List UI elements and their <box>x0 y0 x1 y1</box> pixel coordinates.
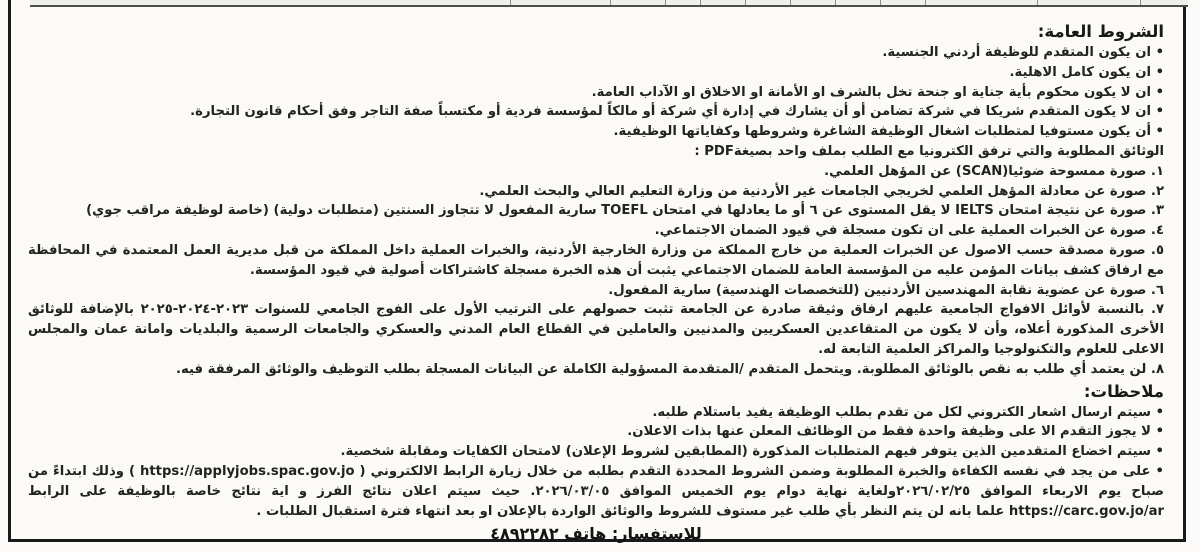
table-cell <box>925 0 1037 5</box>
table-cell <box>835 0 880 5</box>
inquiry-phone-footer: للاستفسار: هاتف ٤٨٩٢٢٨٢ <box>490 524 702 544</box>
note-item: • سيتم ارسال اشعار الكتروني لكل من تقدم بطلب الوظيفة يفيد باستلام طلبه. <box>652 404 1164 420</box>
document-item: ٧. بالنسبة لأوائل الافواج الجامعية عليهم ارفاق وثيقة صادرة عن الجامعة تثبت حصولهم على الترتيب الأول على الفوج الجامعي للسنوات ٢٠٢٣-٢٠٢٤-٢٠٢٥ بالإضافة للوثائق الأخرى المذكورة أعلاه، وأن لا يكون من المتقاعدين العسكريين والمدنيين والعاملين في القطاع العام المدني والعسكري والجامعات الرسمية والبلديات وامانة عمان والمجلس الاعلى للعلوم والتكنولوجيا والمراكز العلمية التابعة له. <box>28 302 1165 357</box>
document-item: ٤. صورة عن الخبرات العملية على ان تكون مسجلة في قيود الضمان الاجتماعي. <box>654 223 1164 239</box>
table-cell <box>745 0 790 5</box>
notes-heading: ملاحظات: <box>1083 381 1164 401</box>
table-cell <box>610 0 665 5</box>
note-item: • لا يجوز التقدم الا على وظيفة واحدة فقط من الوظائف المعلن عنها بذات الاعلان. <box>627 424 1164 440</box>
general-conditions-heading: الشروط العامة: <box>1037 22 1164 41</box>
table-cell <box>700 0 745 5</box>
document-item: ٦. صورة عن عضوية نقابة المهندسين الأردنيين (للتخصصات الهندسية) سارية المفعول. <box>608 282 1164 298</box>
table-cell <box>665 0 700 5</box>
document-item: ٥. صورة مصدقة حسب الاصول عن الخبرات العملية من خارج المملكة من وزارة الخارجية الأردنية، والخبرات العملية داخل المملكة من قبل مديرية العمل المعتمدة في المحافظة مع ارفاق كشف بيانات المؤمن عليه من المؤسسة العامة للضمان الاجتماعي يثبت أن هذه الخبرة مسجلة كاشتراكات أصولية في قيود المؤسسة. <box>28 242 1164 278</box>
table-cell <box>1140 0 1188 5</box>
table-cell <box>880 0 925 5</box>
table-cell <box>1037 0 1140 5</box>
document-item: ٨. لن يعتمد أي طلب به نقص بالوثائق المطلوبة. ويتحمل المتقدم /المتقدمة المسؤولية الكاملة عن البيانات المسجلة بطلب التوظيف والوثائق المرفقة فيه. <box>176 361 1164 377</box>
top-table-remnant <box>30 0 1188 7</box>
general-condition-item: • ان يكون كامل الاهلية. <box>1009 64 1164 80</box>
table-cell <box>30 0 510 5</box>
table-cell <box>510 0 610 5</box>
general-condition-item: • ان يكون المتقدم للوظيفة أردني الجنسية. <box>882 45 1164 60</box>
table-cell <box>790 0 835 5</box>
required-documents-heading: الوثائق المطلوبة والتي ترفق الكترونيا مع الطلب بملف واحد بصيغةPDF : <box>694 143 1164 159</box>
general-condition-item: • أن يكون مستوفيا لمتطلبات اشغال الوظيفة الشاغرة وشروطها وكفاياتها الوظيفية. <box>613 124 1164 140</box>
note-item: • على من يجد في نفسه الكفاءة والخبرة المطلوبة وضمن الشروط المحددة التقدم بطلبه من خلال زيارة الرابط الالكتروني ( https://applyjobs.spac.gov.jo ) وذلك ابتداءً من صباح يوم الاربعاء الموافق ٢٠٢٦/٠٢/٢٥ولغاية نهاية دوام يوم الخميس الموافق ٢٠٢٦/٠٣/٠٥. حيث سيتم اعلان نتائج الفرز و اية نتائج خاصة بالوظيفة على الرابط https://carc.gov.jo/ar علما بانه لن يتم النظر بأي طلب غير مستوف للشروط والوثائق الواردة بالإعلان او بعد انتهاء فترة استقبال الطلبات . <box>28 463 1164 519</box>
note-item: • سيتم اخضاع المتقدمين الذين يتوفر فيهم المتطلبات المذكورة (المطابقين لشروط الإعلان) لامتحان الكفايات ومقابلة شخصية. <box>340 444 1164 460</box>
ad-body <box>14 7 1182 543</box>
document-item: ٣. صورة عن نتيجة امتحان IELTS لا يقل المستوى عن ٦ أو ما يعادلها في امتحان TOEFL سارية المفعول لا تتجاوز السنتين (متطلبات دولية) (خاصة لوظيفة مراقب جوي) <box>86 203 1164 219</box>
document-item: ٢. صورة عن معادلة المؤهل العلمي لخريجي الجامعات غير الأردنية من وزارة التعليم العالي والبحث العلمي. <box>479 183 1164 199</box>
general-condition-item: • ان لا يكون محكوم بأية جناية او جنحة تخل بالشرف او الأمانة او الاخلاق او الآداب العامة. <box>591 84 1164 100</box>
document-item: ١. صورة ممسوحة ضوئيا(SCAN) عن المؤهل العلمي. <box>824 163 1164 179</box>
general-condition-item: • ان لا يكون المتقدم شريكا في شركة تضامن أو أن يشارك في إدارة أي شركة أو مالكاً لمؤسسة فردية أو مكتسباً صفة التاجر وفق أحكام قانون التجارة. <box>190 104 1164 120</box>
